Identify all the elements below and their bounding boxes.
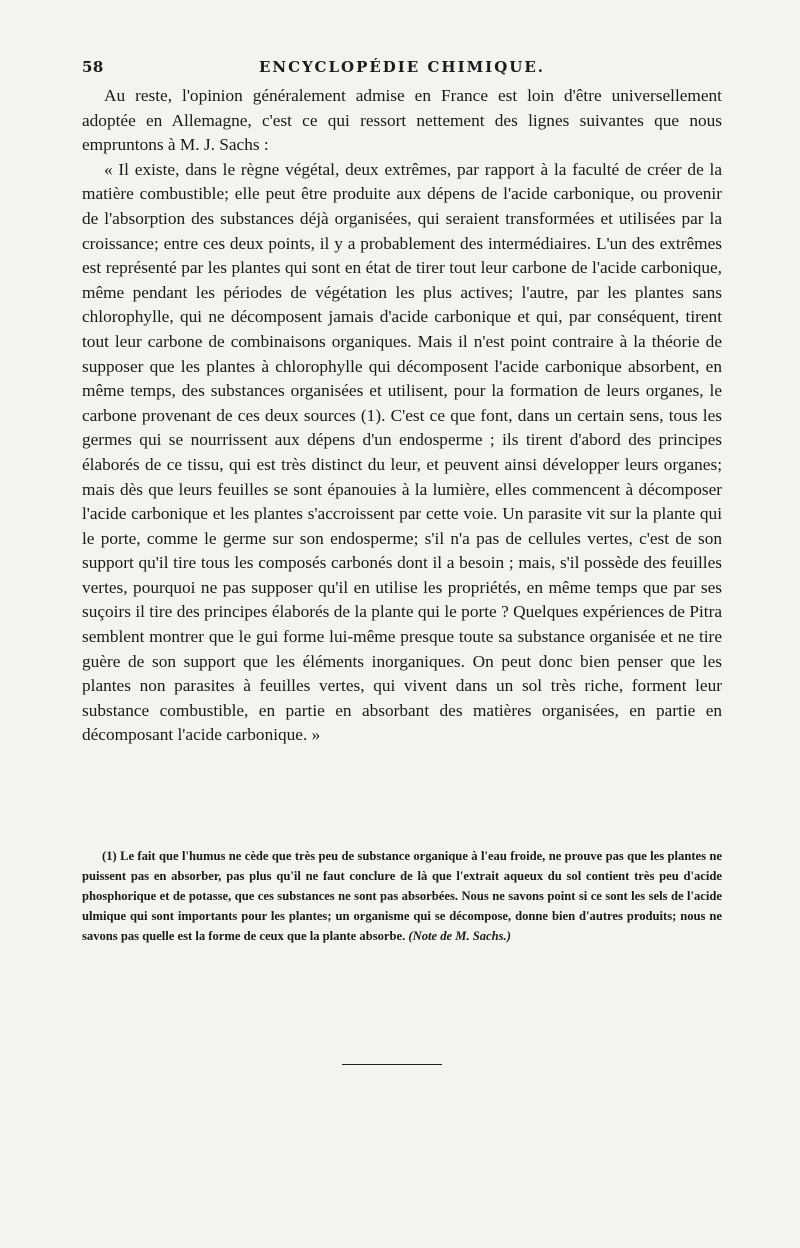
footnote-credit: (Note de M. Sachs.)	[408, 929, 511, 943]
main-text	[82, 84, 722, 748]
footnote-paragraph	[82, 846, 722, 946]
page-header	[82, 58, 722, 80]
paragraph-quotation: « Il existe, dans le règne végétal, deux extrêmes, par rapport à la faculté de créer de la matière combustible; elle peut être produite aux dépens de l'acide carbonique, ou provenir de l'absorption des substances déjà organisées, qui seraient transformées et utilisées par la croissance; entre ces deux points, il y a probablement des intermédiaires. L'un des extrêmes est représenté par les plantes qui sont en état de tirer tout leur carbone de l'acide carbonique, même pendant les périodes de végétation les plus actives; l'autre, par les plantes sans chlorophylle, qui ne décomposent jamais d'acide carbonique et qui, par conséquent, tirent tout leur carbone de combinaisons organiques. Mais il n'est point contraire à la théorie de supposer que les plantes à chlorophylle qui décomposent l'acide carbonique absorbent, en même temps, des substances organisées et utilisent, pour la formation de leurs organes, le carbone provenant de ces deux sources (1). C'est ce que font, dans un certain sens, tous les germes qui se nourrissent aux dépens d'un endosperme ; ils tirent d'abord des principes élaborés de ce tissu, qui est très distinct du leur, et peuvent ainsi développer leurs organes; mais dès que leurs feuilles se sont épanouies à la lumière, elles commencent à décomposer l'acide carbonique et les plantes s'accroissent par cette voie. Un parasite vit sur la plante qui le porte, comme le germe sur son endosperme; s'il n'a pas de cellules vertes, c'est de son support qu'il tire tous les composés carbonés dont il a besoin ; mais, s'il possède des feuilles vertes, pourquoi ne pas supposer qu'il en utilise les propriétés, en même temps que par ses suçoirs il tire des principes élaborés de la plante qui le porte ? Quelques expériences de Pitra semblent montrer que le gui forme lui-même presque toute sa substance organisée et ne tire guère de son support que les éléments inorganiques. On peut donc bien penser que les plantes non parasites à feuilles vertes, qui vivent dans un sol très riche, forment leur substance combustible, en partie en absorbant des matières organisées, en partie en décomposant l'acide carbonique. »	[82, 159, 722, 745]
running-head: ENCYCLOPÉDIE CHIMIQUE.	[258, 58, 546, 76]
footnote	[82, 846, 722, 946]
end-rule	[342, 1064, 442, 1065]
page-number: 58	[82, 58, 104, 76]
paragraph-intro: Au reste, l'opinion généralement admise en France est loin d'être universellement adoptée en Allemagne, c'est ce qui ressort nettement des lignes suivantes que nous empruntons à M. J. Sachs :	[82, 86, 722, 155]
footnote-text: (1) Le fait que l'humus ne cède que très peu de substance organique à l'eau froide, ne prouve pas que les plantes ne puissent pas en absorber, pas plus qu'il ne faut conclure de là que l'extrait aqueux du sol contient très peu d'acide phosphorique et de potasse, que ces substances ne sont pas absorbées. Nous ne savons point si ce sont les sels de l'acide ulmique qui sont importants pour les plantes; un organisme qui se décompose, donne bien d'autres produits; nous ne savons pas quelle est la forme de ceux que la plante absorbe.	[82, 849, 722, 943]
